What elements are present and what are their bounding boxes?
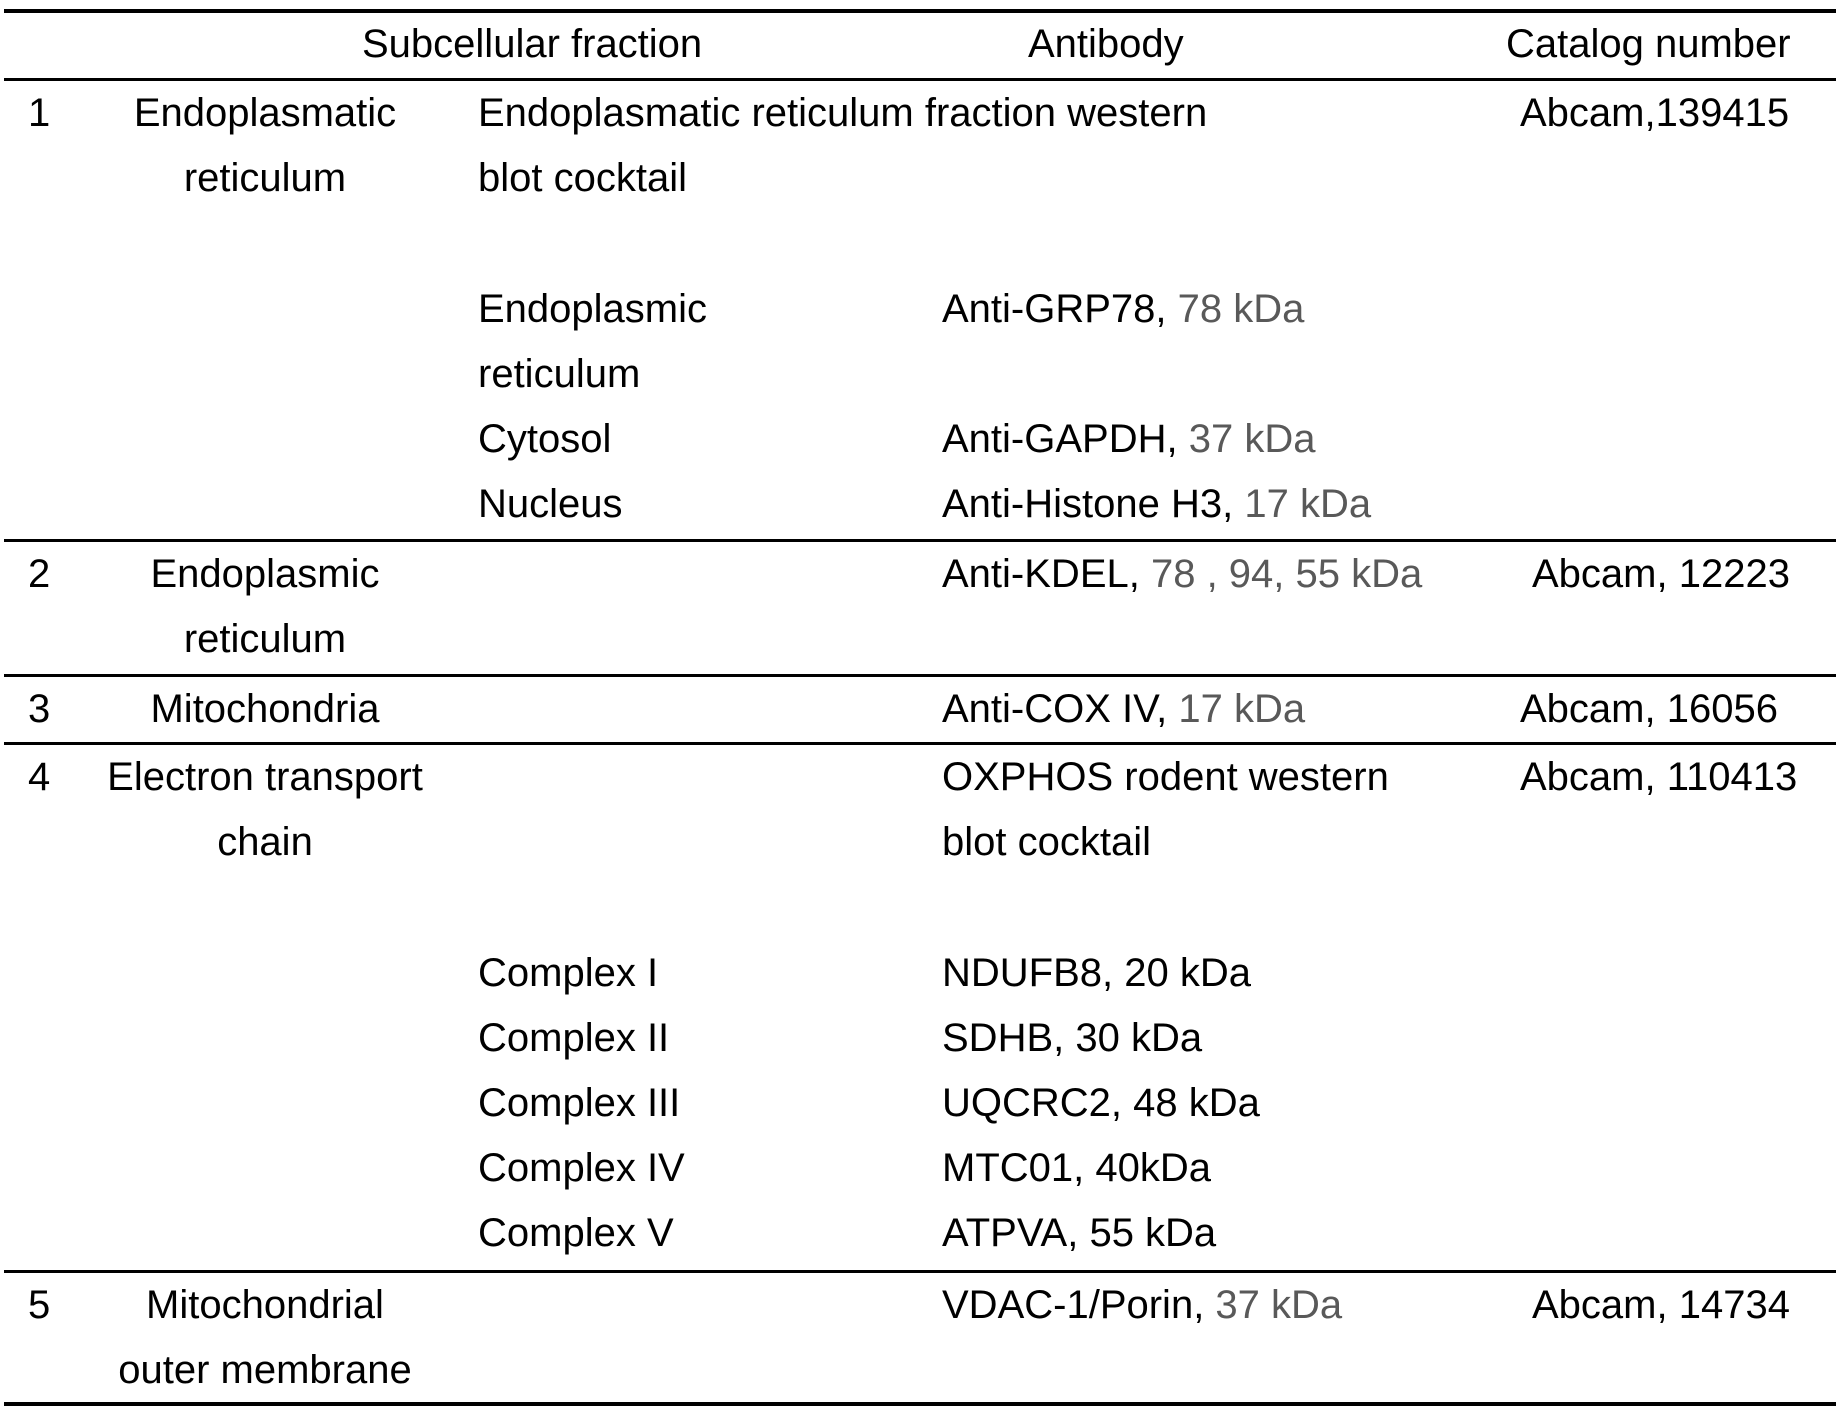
row-4-sub-2-fraction: Complex II xyxy=(478,1016,670,1060)
row-5-antibody xyxy=(942,1273,1342,1338)
molecular-weight: 17 kDa xyxy=(1244,482,1372,526)
molecular-weight: 78 , 94, 55 kDa xyxy=(1150,552,1423,596)
row-4-sub-3-fraction: Complex III xyxy=(478,1081,681,1125)
row-1-target-line-2: reticulum xyxy=(183,156,347,200)
row-1-catalog: Abcam,139415 xyxy=(1520,91,1790,135)
header-catalog-number: Catalog number xyxy=(1506,22,1791,66)
row-1-sub-1-antibody xyxy=(942,277,1304,342)
row-4-sub-1-antibody: NDUFB8, 20 kDa xyxy=(942,951,1251,995)
row-1-sub-3-fraction: Nucleus xyxy=(478,482,623,526)
row-3-target: Mitochondria xyxy=(150,687,380,731)
antibody-name: Anti-GAPDH, xyxy=(942,417,1189,461)
row-5-catalog: Abcam, 14734 xyxy=(1532,1283,1790,1327)
row-1-target-line-1: Endoplasmatic xyxy=(133,91,397,135)
row-4-sub-5-antibody: ATPVA, 55 kDa xyxy=(942,1211,1217,1255)
row-2-number: 2 xyxy=(28,552,51,596)
row-5-target-line-2: outer membrane xyxy=(118,1348,412,1392)
row-4-antibody-line-1: OXPHOS rodent western xyxy=(942,755,1389,799)
row-4-antibody-line-2: blot cocktail xyxy=(942,820,1151,864)
row-4-sub-4-fraction: Complex IV xyxy=(478,1146,685,1190)
row-2-target xyxy=(100,542,430,672)
row-1-sub-2-antibody xyxy=(942,407,1315,472)
row-2-target-line-1: Endoplasmic xyxy=(150,552,380,596)
row-4-sub-3-antibody: UQCRC2, 48 kDa xyxy=(942,1081,1260,1125)
row-1-kit-line-2: blot cocktail xyxy=(478,156,687,200)
row-4-number: 4 xyxy=(28,755,51,799)
row-1-number: 1 xyxy=(28,91,51,135)
row-1-sub-2-fraction: Cytosol xyxy=(478,417,612,461)
row-1-sub-3-antibody xyxy=(942,472,1371,537)
row-4-target-line-2: chain xyxy=(217,820,313,864)
molecular-weight: 17 kDa xyxy=(1178,687,1306,731)
row-1-kit-line-1: Endoplasmatic reticulum fraction western xyxy=(478,91,1208,135)
row-4-sub-4-antibody: MTC01, 40kDa xyxy=(942,1146,1211,1190)
antibody-name: VDAC-1/Porin, xyxy=(942,1283,1216,1327)
row-4-sub-1-fraction: Complex I xyxy=(478,951,659,995)
row-4-sub-2-antibody: SDHB, 30 kDa xyxy=(942,1016,1203,1060)
row-2-antibody xyxy=(942,542,1422,607)
header-antibody: Antibody xyxy=(1028,22,1184,66)
row-4-target xyxy=(100,745,430,875)
row-4-target-line-1: Electron transport xyxy=(107,755,423,799)
molecular-weight: 78 kDa xyxy=(1177,287,1305,331)
row-1-sub-1-fraction-line-2: reticulum xyxy=(478,352,641,396)
row-2-catalog: Abcam, 12223 xyxy=(1532,552,1790,596)
header-subcellular-fraction: Subcellular fraction xyxy=(362,22,703,66)
row-1-target xyxy=(100,81,430,211)
antibody-name: Anti-KDEL, xyxy=(942,552,1151,596)
row-5-target-line-1: Mitochondrial xyxy=(146,1283,384,1327)
row-4-sub-5-fraction: Complex V xyxy=(478,1211,674,1255)
row-3-antibody xyxy=(942,677,1305,742)
row-3-number: 3 xyxy=(28,687,51,731)
antibody-name: Anti-COX IV, xyxy=(942,687,1179,731)
row-5-target xyxy=(100,1273,430,1403)
row-2-target-line-2: reticulum xyxy=(183,617,347,661)
row-4-catalog: Abcam, 110413 xyxy=(1520,755,1798,799)
row-3-catalog: Abcam, 16056 xyxy=(1520,687,1778,731)
molecular-weight: 37 kDa xyxy=(1215,1283,1343,1327)
row-1-sub-1-fraction-line-1: Endoplasmic xyxy=(478,287,708,331)
molecular-weight: 37 kDa xyxy=(1188,417,1316,461)
row-5-number: 5 xyxy=(28,1283,51,1327)
antibody-name: Anti-Histone H3, xyxy=(942,482,1245,526)
antibody-name: Anti-GRP78, xyxy=(942,287,1178,331)
